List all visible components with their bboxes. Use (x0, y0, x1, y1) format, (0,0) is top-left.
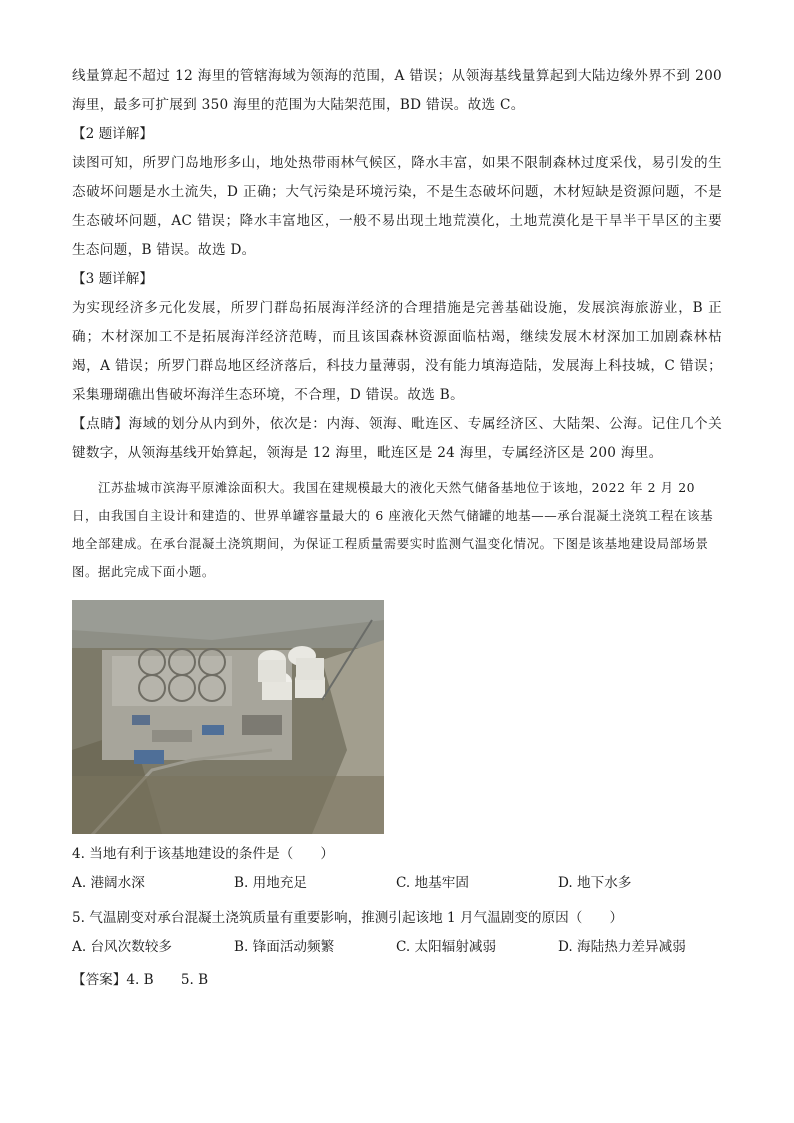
tip-label: 【点睛】 (72, 416, 129, 432)
tip-text: 海域的划分从内到外，依次是：内海、领海、毗连区、专属经济区、大陆架、公海。记住几个关键数字，从领海基线开始算起，领海是 12 海里，毗连区是 24 海里，专属经济区是 200 海里。 (72, 416, 722, 461)
question-intro: 江苏盐城市滨海平原滩涂面积大。我国在建规模最大的液化天然气储备基地位于该地，2022 年 2 月 20 日，由我国自主设计和建造的、世界单罐容量最大的 6 座液化天然气储罐的地基——承台混凝土浇筑工程在该基地全部建成。在承台混凝土浇筑期间，为保证工程质量需要实时监测气温变化情况。下图是该基地建设局部场景图。据此完成下面小题。 (72, 480, 714, 579)
q5-option-c[interactable]: C. 太阳辐射减弱 (396, 939, 497, 955)
question-4: 4. 当地有利于该基地建设的条件是（ ） (72, 846, 334, 862)
answer-label: 【答案】 (72, 972, 127, 988)
question-5: 5. 气温剧变对承台混凝土浇筑质量有重要影响，推测引起该地 1 月气温剧变的原因（ ） (72, 910, 624, 926)
document-page (72, 62, 722, 995)
tip-paragraph (72, 410, 722, 468)
q4-option-d[interactable]: D. 地下水多 (558, 875, 632, 891)
answer-text: 4. B 5. B (126, 972, 209, 988)
answer-paragraph-3: 为实现经济多元化发展，所罗门群岛拓展海洋经济的合理措施是完善基础设施，发展滨海旅游业，B 正确；木材深加工不是拓展海洋经济范畴，而且该国森林资源面临枯竭，继续发展木材深加工加剧森林枯竭，A 错误；所罗门群岛地区经济落后，科技力量薄弱，没有能力填海造陆，发展海上科技城，C 错误；采集珊瑚礁出售破坏海洋生态环境，不合理，D 错误。故选 B。 (72, 300, 722, 403)
q5-option-b[interactable]: B. 锋面活动频繁 (234, 939, 335, 955)
answer-paragraph-1: 线量算起不超过 12 海里的管辖海域为领海的范围，A 错误；从领海基线量算起到大陆边缘外界不到 200 海里，最多可扩展到 350 海里的范围为大陆架范围，BD 错误。故选 C。 (72, 68, 722, 113)
question-5-options (72, 933, 722, 962)
q4-option-b[interactable]: B. 用地充足 (234, 875, 308, 891)
q5-option-a[interactable]: A. 台风次数较多 (72, 939, 173, 955)
answer-paragraph-2: 读图可知，所罗门岛地形多山，地处热带雨林气候区，降水丰富，如果不限制森林过度采伐，易引发的生态破坏问题是水土流失，D 正确；大气污染是环境污染，不是生态破坏问题，木材短缺是资源问题，不是生态破坏问题，AC 错误；降水丰富地区，一般不易出现土地荒漠化，土地荒漠化是干旱半干旱区的主要生态问题，B 错误。故选 D。 (72, 155, 722, 258)
q4-option-a[interactable]: A. 港阔水深 (72, 875, 145, 891)
q5-option-d[interactable]: D. 海陆热力差异减弱 (558, 939, 686, 955)
answer-line (72, 966, 722, 995)
q4-option-c[interactable]: C. 地基牢固 (396, 875, 469, 891)
question-4-options (72, 869, 722, 898)
lng-base-aerial-photo (72, 600, 384, 834)
section-heading-2: 【2 题详解】 (72, 126, 153, 142)
section-heading-3: 【3 题详解】 (72, 271, 153, 287)
